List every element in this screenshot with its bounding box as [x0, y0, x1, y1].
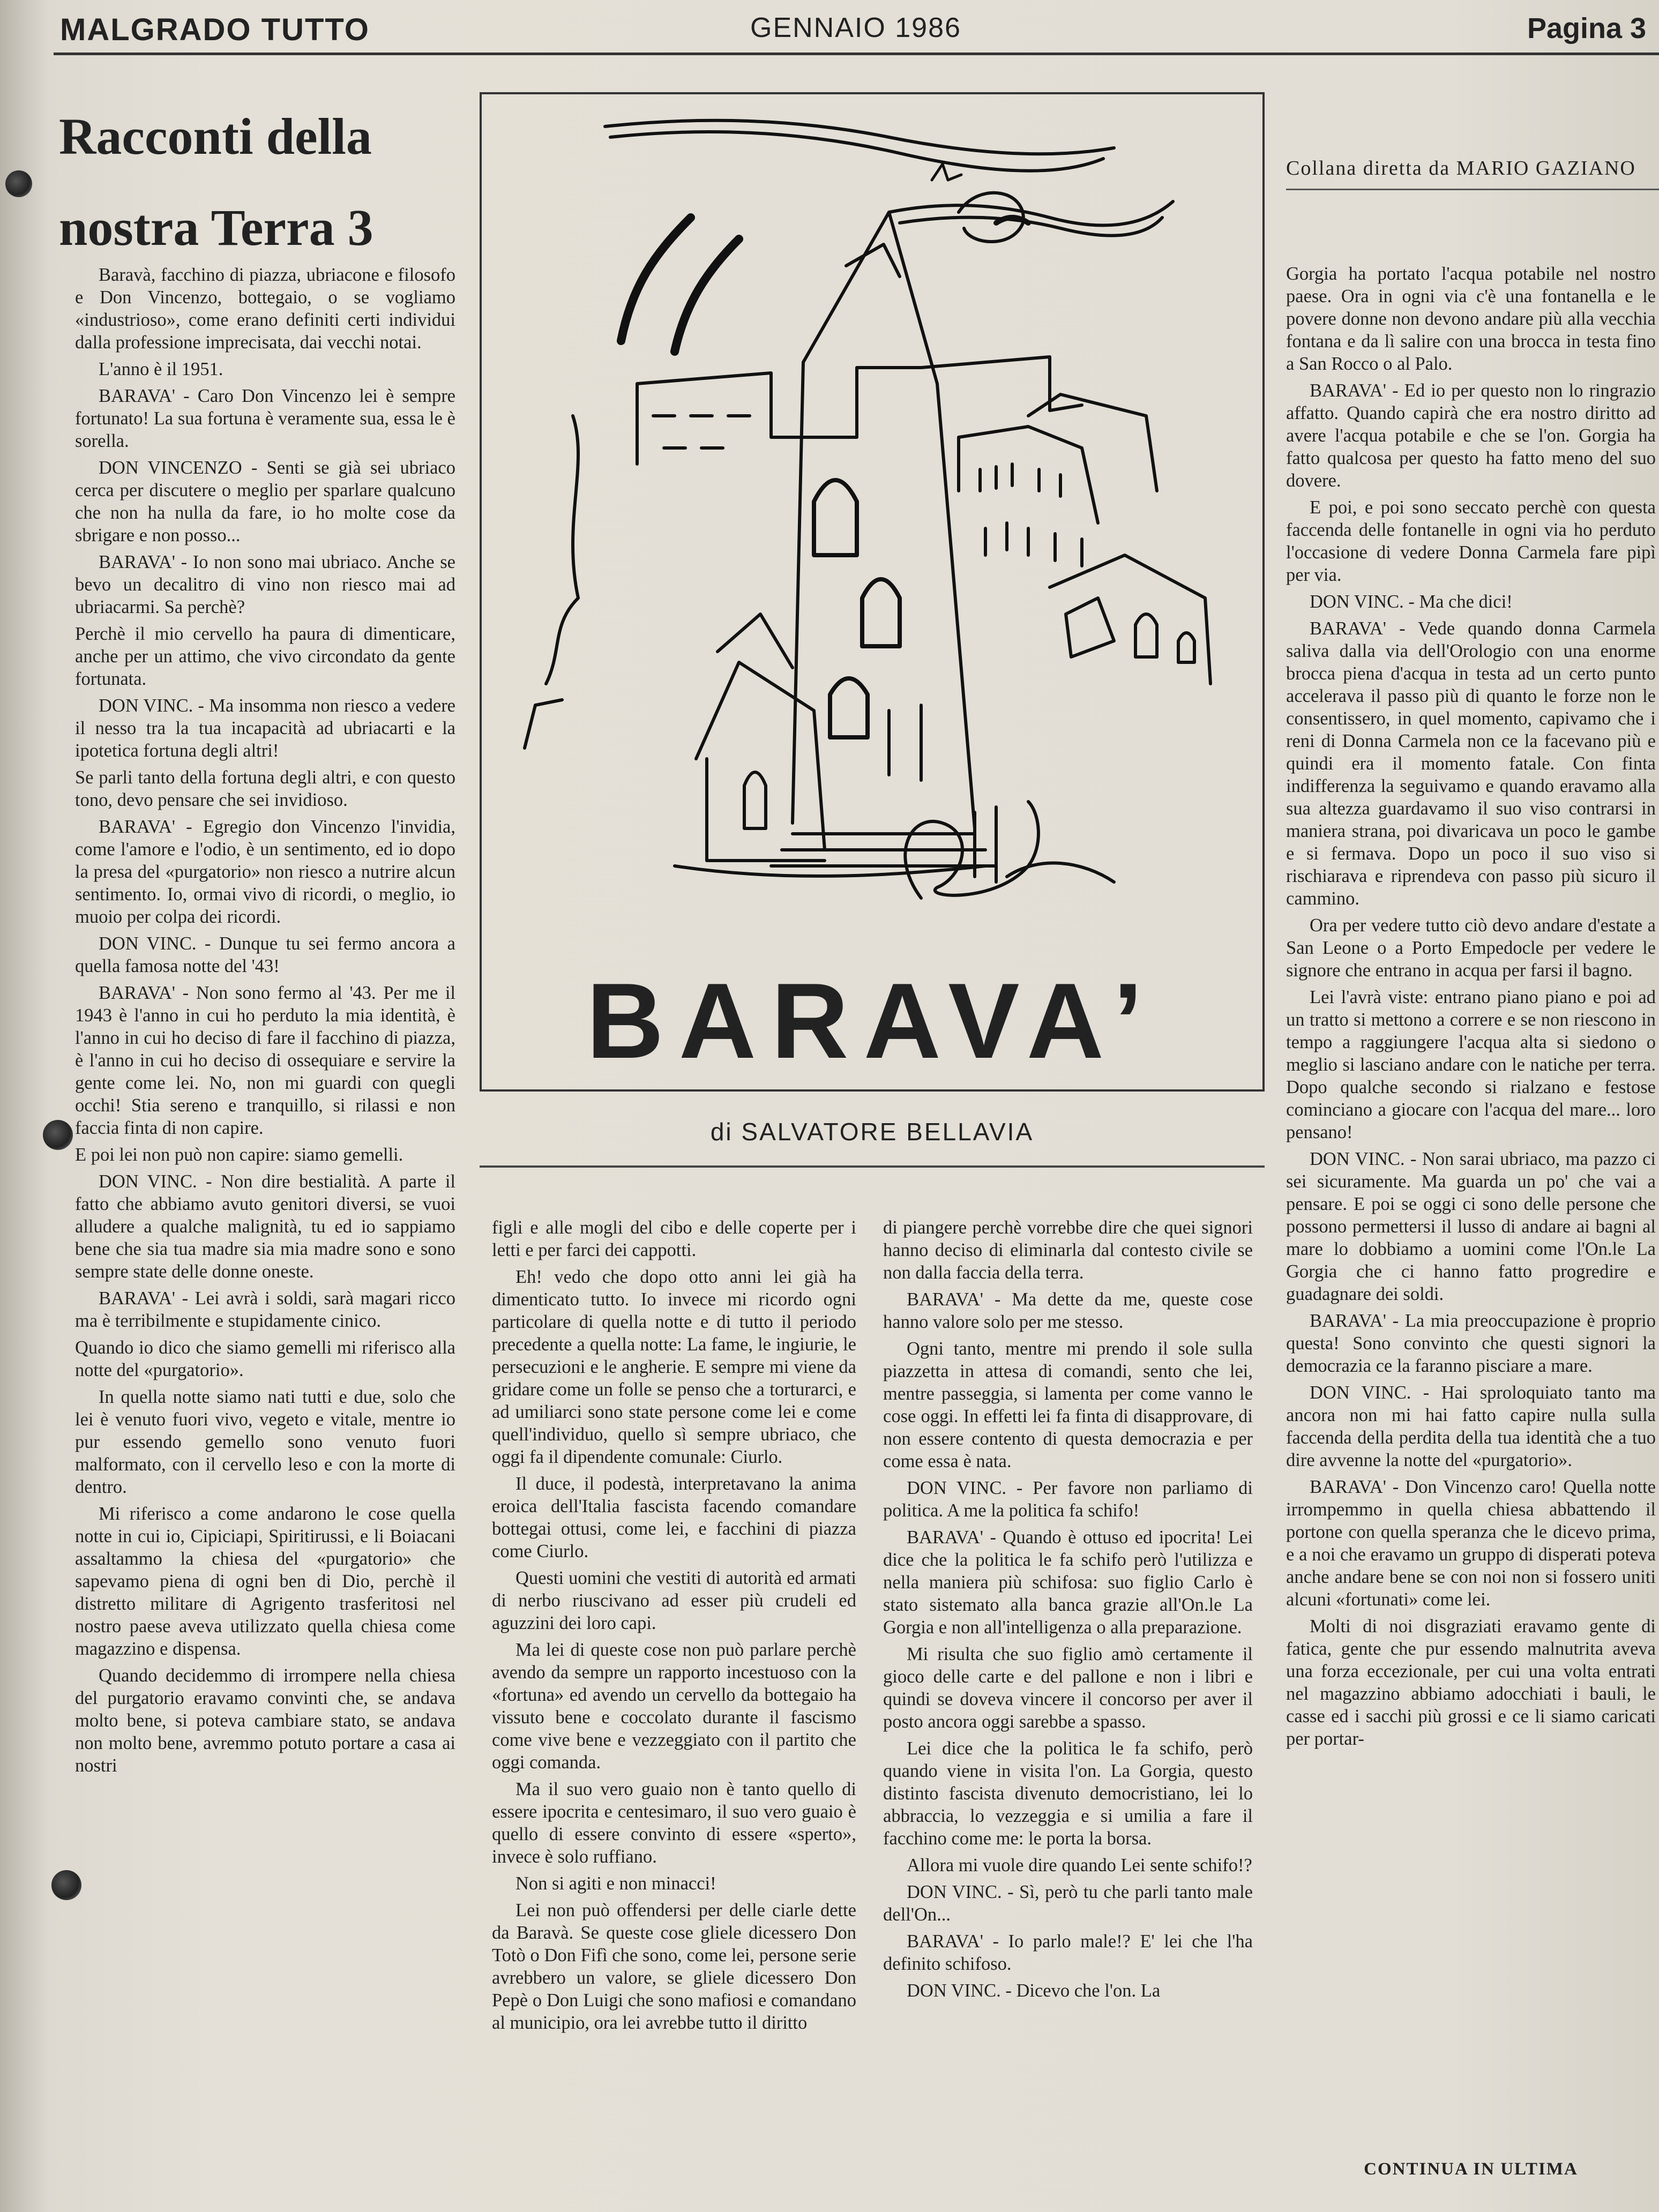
continued-note: CONTINUA IN ULTIMA: [1364, 2159, 1578, 2179]
article-paragraph: Se parli tanto della fortuna degli altri, e con questo tono, devo pensare che sei invidioso.: [75, 767, 455, 810]
article-paragraph: Molti di noi disgraziati eravamo gente di fatica, gente che pur essendo malnutrita aveva una forza eccezionale, per cui una volta entrati nel magazzino abbiamo adocchiati i bauli, le casse ed i sacchi più grossi e ce li siamo caricati per portar-: [1286, 1616, 1656, 1749]
article-paragraph: Quando decidemmo di irrompere nella chiesa del purgatorio eravamo convinti che, se andava molto bene, si poteva cambiare stato, se andava non molto bene, avremmo potuto portare a casa ai nostri: [75, 1665, 455, 1776]
article-paragraph: di piangere perchè vorrebbe dire che quei signori hanno deciso di eliminarla dal contesto civile se non dalla faccia della terra.: [883, 1217, 1253, 1283]
article-paragraph: E poi lei non può non capire: siamo gemelli.: [75, 1145, 403, 1165]
page-number: Pagina 3: [1527, 12, 1647, 44]
text-column-4: [1286, 263, 1656, 2192]
article-paragraph: DON VINC. - Dunque tu sei fermo ancora a quella famosa notte del '43!: [75, 933, 455, 976]
issue-date: GENNAIO 1986: [750, 12, 961, 43]
article-paragraph: DON VINC. - Per favore non parliamo di politica. A me la politica fa schifo!: [883, 1478, 1253, 1521]
series-editor-rule: [1286, 189, 1659, 190]
series-editor-note: Collana diretta da MARIO GAZIANO: [1286, 157, 1636, 180]
article-paragraph: BARAVA' - Ed io per questo non lo ringrazio affatto. Quando capirà che era nostro diritto ad avere l'acqua potabile e che se l'on. Gorgia ha fatto qualcosa per questo ha fatto meno del suo dovere.: [1286, 380, 1656, 491]
article-paragraph: DON VINC. - Sì, però tu che parli tanto male dell'On...: [883, 1882, 1253, 1925]
article-paragraph: Quando io dico che siamo gemelli mi riferisco alla notte del «purgatorio».: [75, 1337, 455, 1380]
article-paragraph: figli e alle mogli del cibo e delle coperte per i letti e per farci dei cappotti.: [492, 1217, 856, 1260]
article-paragraph: Lei l'avrà viste: entrano piano piano e poi ad un tratto si mettono a correre e se non riescono in tempo a raggiungere l'acqua alta si siedono o meglio si lasciano andare con le natiche per terra. Dopo qualche secondo si rialzano e festose cominciano a giocare con l'acqua del mare... loro pensano!: [1286, 987, 1656, 1142]
article-paragraph: L'anno è il 1951.: [99, 359, 223, 379]
article-paragraph: Baravà, facchino di piazza, ubriacone e filosofo e Don Vincenzo, bottegaio, o se vogliamo «industrioso», come erano definiti certi individui dalla professione imprecisata, dai vecchi notai.: [75, 265, 455, 353]
article-paragraph: E poi, e poi sono seccato perchè con questa faccenda delle fontanelle in ogni via ho perduto l'occasione di vedere Donna Carmela fare pipì per via.: [1286, 497, 1656, 585]
illustration-caption: BARAVA’: [586, 961, 1158, 1081]
binder-hole: [5, 170, 32, 197]
article-paragraph: Mi risulta che suo figlio amò certamente il gioco delle carte e del pallone e non i libri e quindi se doveva vincere il concorso per aver il posto ancora oggi sarebbe a spasso.: [883, 1644, 1253, 1732]
masthead-name: MALGRADO TUTTO: [60, 12, 370, 47]
article-paragraph: DON VINC. - Ma che dici!: [1310, 592, 1513, 612]
article-paragraph: BARAVA' - Don Vincenzo caro! Quella notte irrompemmo in quella chiesa abbattendo il portone con quella speranza che le dicevo prima, e a noi che eravamo un gruppo di disperati poteva anche andare bene se con noi non si fossero uniti alcuni «fortunati» come lei.: [1286, 1477, 1656, 1610]
church-sketch-illustration: [514, 116, 1232, 925]
article-paragraph: Ogni tanto, mentre mi prendo il sole sulla piazzetta in attesa di comandi, sento che lei, mentre passeggia, si lamenta per come vanno le cose oggi. In effetti lei fa finta di disapprovare, di non essere contento di questa democrazia e per come essa è nata.: [883, 1339, 1253, 1471]
article-title-line: Racconti della: [59, 108, 372, 165]
header-rule: [54, 53, 1659, 55]
article-paragraph: BARAVA' - Caro Don Vincenzo lei è sempre fortunato! La sua fortuna è veramente sua, essa le è sorella.: [75, 386, 455, 451]
article-paragraph: DON VINCENZO - Senti se già sei ubriaco cerca per discutere o meglio per sparlare qualcuno che non ha nulla da fare, io ho molte cose da sbrigare e non posso...: [75, 458, 455, 545]
article-title: [59, 91, 455, 273]
article-paragraph: Eh! vedo che dopo otto anni lei già ha dimenticato tutto. Io invece mi ricordo ogni particolare di quella notte e di tutto il periodo precedente a quella notte: La fame, le ingiurie, le persecuzioni e le angherie. E sempre mi viene da gridare come un folle se penso che a torturarci, e ad umiliarci sono state persone come lei e come quell'individuo, quello sì sempre ubriaco, che oggi fa il dipendente comunale: Ciurlo.: [492, 1267, 856, 1467]
article-paragraph: DON VINC. - Ma insomma non riesco a vedere il nesso tra la tua incapacità ad ubriacarti e la ipotetica fortuna degli altri!: [75, 696, 455, 761]
article-paragraph: BARAVA' - Quando è ottuso ed ipocrita! Lei dice che la politica le fa schifo però l'utilizza e nella maniera più schifosa: suo figlio Carlo è stato sistemato alla banca grazie all'On.le La Gorgia e non all'intelligenza o alla preparazione.: [883, 1527, 1253, 1638]
article-paragraph: DON VINC. - Non dire bestialità. A parte il fatto che abbiamo avuto genitori diversi, se vuoi alludere a qualche malignità, tu ed io sappiamo bene che sia tua madre sia mia madre sono e sono sempre state delle donne oneste.: [75, 1171, 455, 1282]
article-paragraph: BARAVA' - Egregio don Vincenzo l'invidia, come l'amore e l'odio, è un sentimento, ed io dopo la presa del «purgatorio» non riesco a nutrire alcun sentimento. Io, ormai vivo di ricordi, o meglio, io muoio per colpa dei ricordi.: [75, 817, 455, 927]
article-paragraph: Lei non può offendersi per delle ciarle dette da Baravà. Se queste cose gliele dicessero Don Totò o Don Fifì che sono, come lei, persone serie avrebbero un valore, se gliele dicessero Don Pepè o Don Luigi che sono mafiosi e comandano al municipio, ora lei avrebbe tutto il diritto: [492, 1900, 856, 2033]
article-paragraph: DON VINC. - Dicevo che l'on. La: [907, 1981, 1161, 2001]
article-paragraph: Mi riferisco a come andarono le cose quella notte in cui io, Cipiciapi, Spiritirussi, e li Boiacani assaltammo la chiesa del «purgatorio» che sapevamo piena di ogni ben di Dio, perchè il distretto militare di Agrigento trasferitosi nel nostro paese aveva utilizzato quella chiesa come magazzino e dispensa.: [75, 1504, 455, 1659]
article-paragraph: In quella notte siamo nati tutti e due, solo che lei è venuto fuori vivo, vegeto e vitale, mentre io pur essendo gemello sono venuto fuori malformato, con il cervello leso e con la morte di dentro.: [75, 1387, 455, 1497]
article-paragraph: Il duce, il podestà, interpretavano la anima eroica dell'Italia fascista facendo comandare bottegai ottusi, come lei, e facchini di piazza come Ciurlo.: [492, 1474, 856, 1561]
article-paragraph: Non si agiti e non minacci!: [515, 1873, 716, 1894]
article-paragraph: DON VINC. - Hai sproloquiato tanto ma ancora non mi hai fatto capire nulla sulla faccenda della perdita della tua identità che a tuo dire avvenne la notte del «purgatorio».: [1286, 1382, 1656, 1470]
article-paragraph: BARAVA' - Non sono fermo al '43. Per me il 1943 è l'anno in cui ho perduto la mia identità, è l'anno in cui ho deciso di fare il facchino di piazza, è l'anno in cui ho deciso di ossequiare e servire la gente come lei. No, non mi guardi con quegli occhi! Stia sereno e tranquillo, si rilassi e non faccia finta di non capire.: [75, 983, 455, 1138]
article-paragraph: Gorgia ha portato l'acqua potabile nel nostro paese. Ora in ogni via c'è una fontanella e le povere donne non devono andare più alla vecchia fontana e da lì salire con una brocca in testa fino a San Rocco o al Palo.: [1286, 264, 1656, 374]
binder-hole: [43, 1120, 73, 1150]
author-byline: di SALVATORE BELLAVIA: [710, 1118, 1034, 1146]
article-paragraph: Ora per vedere tutto ciò devo andare d'estate a San Leone o a Porto Empedocle per vedere le signore che entrano in acqua per farsi il bagno.: [1286, 915, 1656, 981]
illustration-frame: [480, 92, 1265, 1092]
article-paragraph: BARAVA' - Lei avrà i soldi, sarà magari ricco ma è terribilmente e stupidamente cinico.: [75, 1288, 455, 1331]
text-column-3: [883, 1216, 1253, 2181]
article-paragraph: DON VINC. - Non sarai ubriaco, ma pazzo ci sei sicuramente. Ma guarda un po' che vai a pensare. E poi se oggi ci sono delle persone che possono permettersi il lusso di andare ai bagni al mare lo dobbiamo a uomini come l'On.le La Gorgia che ci hanno fatto progredire e guadagnare dei soldi.: [1286, 1149, 1656, 1304]
article-paragraph: Perchè il mio cervello ha paura di dimenticare, anche per un attimo, che vivo circondato da gente fortunata.: [75, 624, 455, 689]
text-column-2: [492, 1216, 856, 2181]
text-column-1: [75, 264, 455, 2193]
byline-rule: [480, 1165, 1265, 1168]
article-paragraph: Lei dice che la politica le fa schifo, però quando viene in visita l'on. La Gorgia, questo distinto fascista divenuto democristiano, lei lo abbraccia, lo vezzeggia e si umilia a fare il facchino come me: le porta la borsa.: [883, 1738, 1253, 1849]
article-paragraph: BARAVA' - Vede quando donna Carmela saliva dalla via dell'Orologio con una enorme brocca piena d'acqua in testa ad un certo punto accelerava il passo più di quanto le forze non le consentissero, in quel momento, capivamo che i reni di Donna Carmela non ce la facevano più e quindi era il momento fatale. Con finta indifferenza la seguivamo e quando eravamo alla sua altezza guardavamo il suo viso contrarsi in maniera strana, poi divaricava un poco le gambe e si fermava. Dopo un poco il suo viso si rischiarava e riprendeva con passo più sicuro il cammino.: [1286, 618, 1656, 909]
article-paragraph: Ma il suo vero guaio non è tanto quello di essere ipocrita e centesimaro, il suo vero guaio è quello di essere convinto di essere «sperto», invece è solo ruffiano.: [492, 1779, 856, 1867]
article-paragraph: BARAVA' - Io non sono mai ubriaco. Anche se bevo un decalitro di vino non riesco mai ad ubriacarmi. Sa perchè?: [75, 552, 455, 617]
article-paragraph: Ma lei di queste cose non può parlare perchè avendo da sempre un rapporto incestuoso con la «fortuna» ed avendo un cervello da bottegaio ha vissuto bene e coccolato durante il fascismo come vive bene e vezzeggiato con il partito che oggi comanda.: [492, 1640, 856, 1773]
article-title-line: nostra Terra 3: [59, 199, 373, 256]
article-paragraph: BARAVA' - La mia preoccupazione è proprio questa! Sono convinto che questi signori la democrazia ce la faranno pisciare a mare.: [1286, 1311, 1656, 1376]
article-paragraph: Allora mi vuole dire quando Lei sente schifo!?: [907, 1855, 1252, 1875]
article-paragraph: Questi uomini che vestiti di autorità ed armati di nerbo riuscivano ad esser più crudeli ed aguzzini dei loro capi.: [492, 1568, 856, 1633]
article-paragraph: BARAVA' - Io parlo male!? E' lei che l'ha definito schifoso.: [883, 1931, 1253, 1974]
article-paragraph: BARAVA' - Ma dette da me, queste cose hanno valore solo per me stesso.: [883, 1289, 1253, 1332]
